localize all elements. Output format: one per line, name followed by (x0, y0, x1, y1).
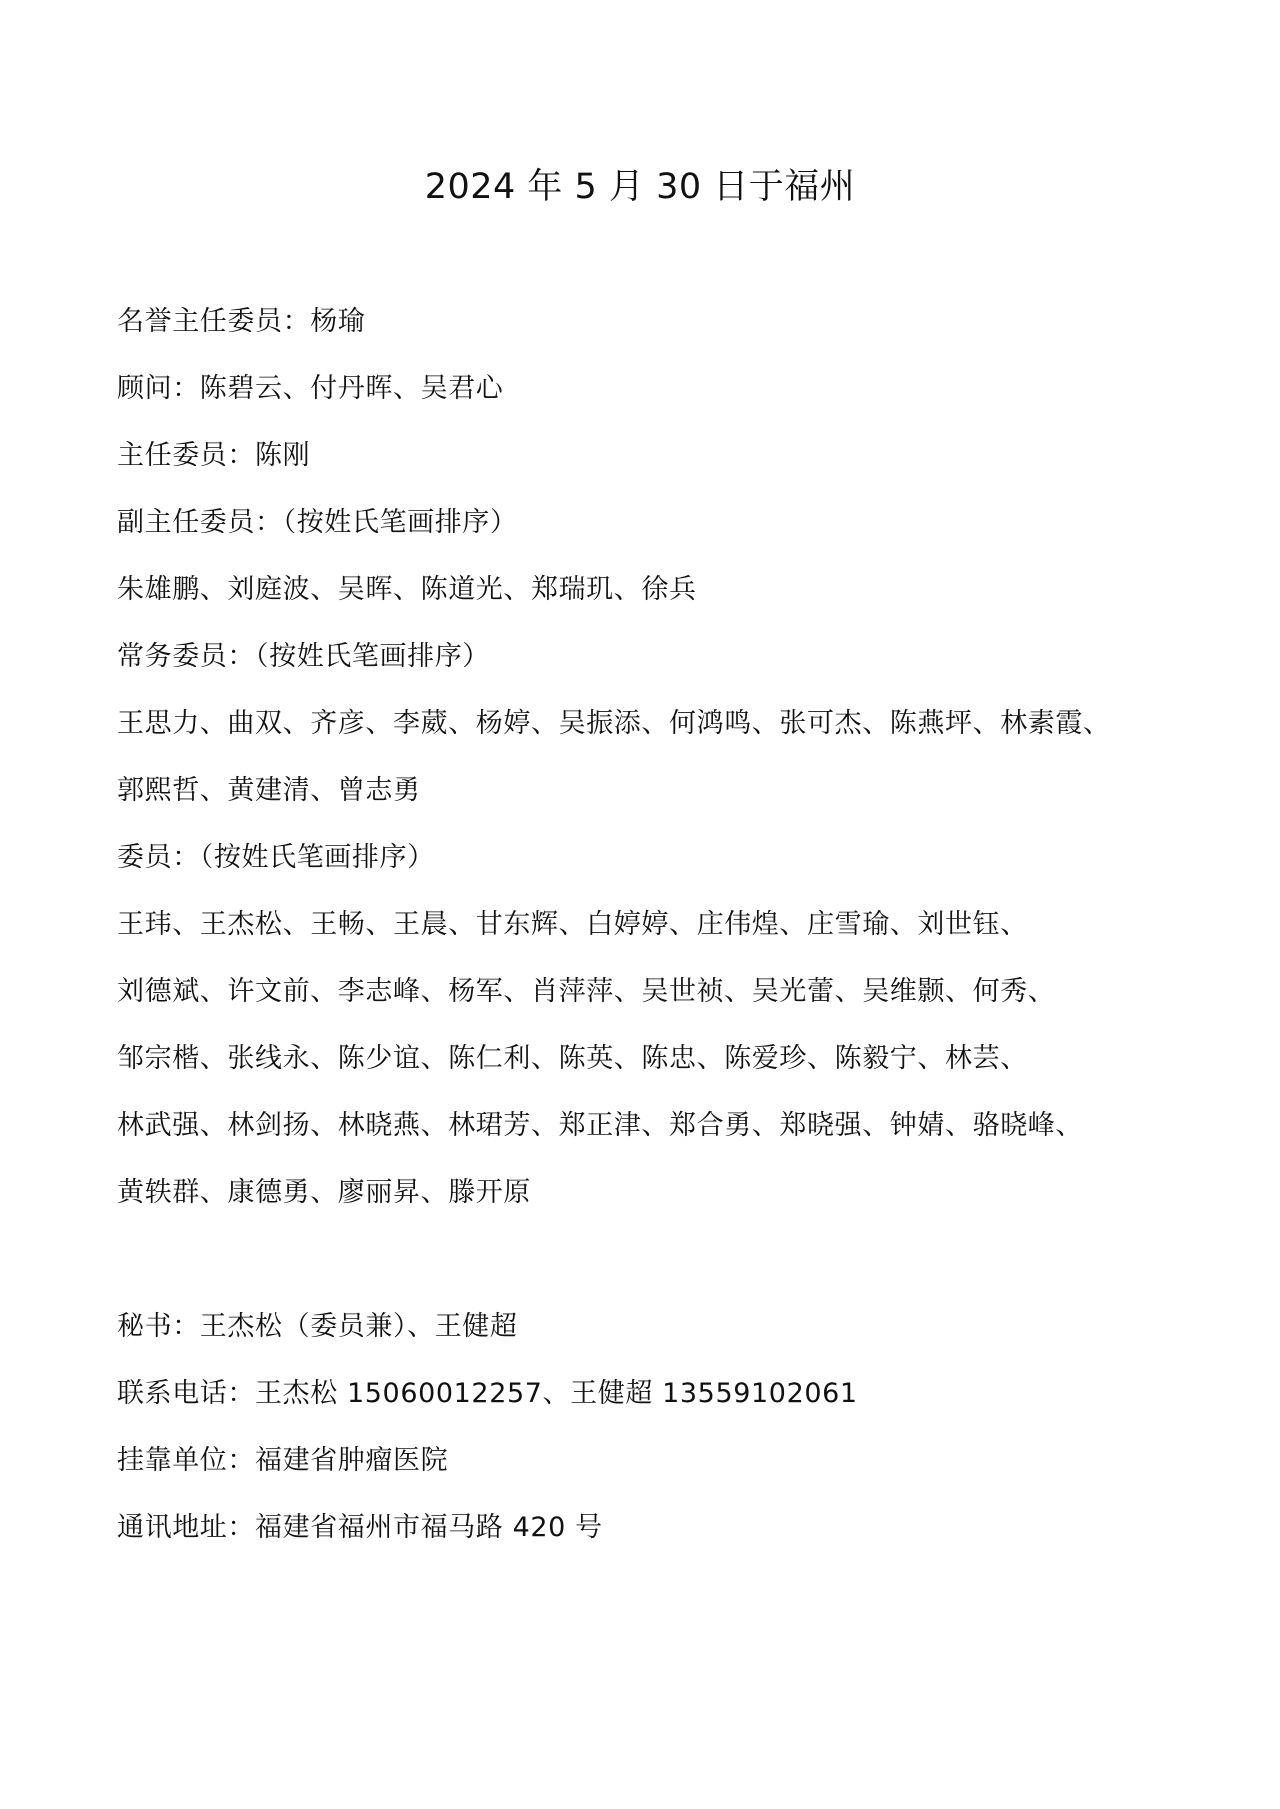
honorary-chair-line: 名誉主任委员：杨瑜 (117, 306, 366, 337)
affiliated-unit-line: 挂靠单位：福建省肿瘤医院 (117, 1445, 449, 1476)
vice-chairs-heading: 副主任委员：（按姓氏笔画排序） (117, 507, 518, 538)
advisors-line: 顾问：陈碧云、付丹晖、吴君心 (117, 373, 504, 404)
standing-members-heading: 常务委员：（按姓氏笔画排序） (117, 641, 490, 672)
standing-members-list-line1: 王思力、曲双、齐彦、李葳、杨婷、吴振添、何鸿鸣、张可杰、陈燕坪、林素霞、 (117, 708, 1111, 739)
vice-chairs-list: 朱雄鹏、刘庭波、吴晖、陈道光、郑瑞玑、徐兵 (117, 574, 697, 605)
members-list-line4: 林武强、林剑扬、林晓燕、林珺芳、郑正津、郑合勇、郑晓强、钟婧、骆晓峰、 (117, 1110, 1083, 1141)
members-list-line5: 黄轶群、康德勇、廖丽昇、滕开原 (117, 1177, 531, 1208)
members-list-line3: 邹宗楷、张线永、陈少谊、陈仁利、陈英、陈忠、陈爱珍、陈毅宁、林芸、 (117, 1043, 1028, 1074)
contact-phone-line: 联系电话：王杰松 15060012257、王健超 13559102061 (117, 1378, 858, 1409)
document-date-title: 2024 年 5 月 30 日于福州 (424, 167, 856, 207)
members-heading: 委员：（按姓氏笔画排序） (117, 842, 435, 873)
mailing-address-line: 通讯地址：福建省福州市福马路 420 号 (117, 1512, 603, 1543)
members-list-line2: 刘德斌、许文前、李志峰、杨军、肖萍萍、吴世祯、吴光蕾、吴维颢、何秀、 (117, 976, 1056, 1007)
chair-line: 主任委员：陈刚 (117, 440, 311, 471)
secretary-line: 秘书：王杰松（委员兼）、王健超 (117, 1311, 518, 1342)
members-list-line1: 王玮、王杰松、王畅、王晨、甘东辉、白婷婷、庄伟煌、庄雪瑜、刘世钰、 (117, 909, 1028, 940)
standing-members-list-line2: 郭熙哲、黄建清、曾志勇 (117, 775, 421, 806)
